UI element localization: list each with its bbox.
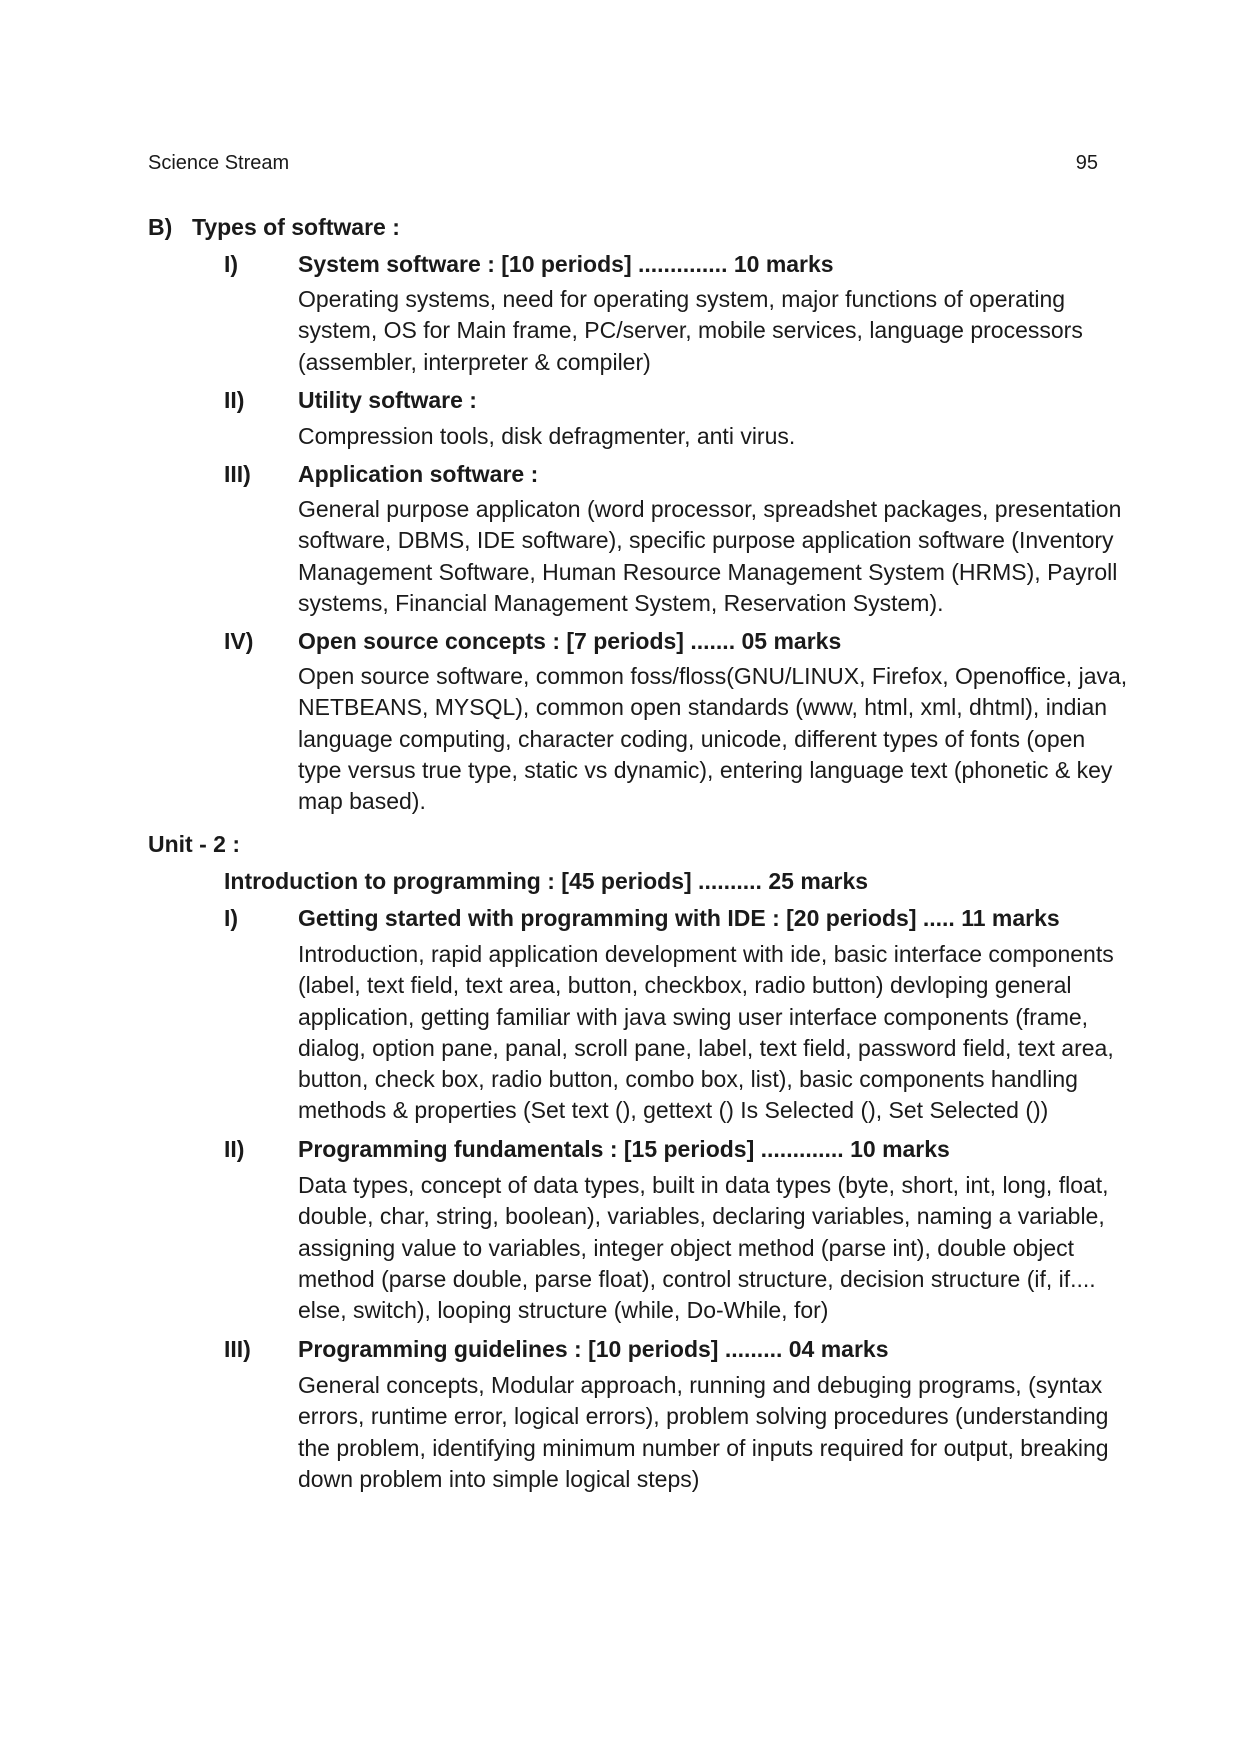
text-line: double, char, string, boolean), variables, declaring variables, naming a variable, [298, 1203, 1105, 1230]
item-heading-getting-started: Getting started with programming with IDE : [20 periods] ..... 11 marks [298, 905, 1060, 931]
item-number: I) [224, 251, 239, 277]
item-description-getting-started [298, 939, 1114, 1127]
text-line: application, getting familiar with java swing user interface components (frame, [298, 1003, 1089, 1030]
item-heading-system-software: System software : [10 periods] .............. 10 marks [298, 251, 834, 277]
unit-2-heading: Unit - 2 : [148, 831, 240, 857]
item-number: III) [224, 461, 251, 487]
section-b-heading [148, 212, 400, 243]
text-line: Management Software, Human Resource Management System (HRMS), Payroll [298, 558, 1118, 585]
item-description-open-source [298, 661, 1128, 817]
section-b-label: B) [148, 214, 173, 240]
text-line: General concepts, Modular approach, running and debuging programs, (syntax [298, 1372, 1103, 1398]
text-line: software, DBMS, IDE software), specific purpose application software (Inventory [298, 527, 1114, 554]
text-line: down problem into simple logical steps) [298, 1465, 700, 1492]
text-line: (assembler, interpreter & compiler) [298, 348, 651, 375]
text-line: button, check box, radio button, combo box, list), basic components handling [298, 1066, 1078, 1093]
item-heading-application-software: Application software : [298, 461, 539, 487]
section-b-title: Types of software : [192, 214, 400, 240]
text-line: Compression tools, disk defragmenter, anti virus. [298, 423, 796, 449]
item-description-utility-software [298, 421, 1098, 452]
text-line: system, OS for Main frame, PC/server, mobile services, language processors [298, 317, 1083, 344]
item-number: I) [224, 905, 239, 931]
item-number: III) [224, 1336, 251, 1362]
item-number: II) [224, 1136, 245, 1162]
item-heading-programming-fundamentals: Programming fundamentals : [15 periods] ............. 10 marks [298, 1136, 950, 1162]
item-number: IV) [224, 628, 254, 654]
text-line: else, switch), looping structure (while, Do-While, for) [298, 1297, 829, 1324]
text-line: method (parse double, parse float), control structure, decision structure (if, if.... [298, 1265, 1096, 1292]
item-description-programming-fundamentals [298, 1170, 1109, 1326]
text-line: methods & properties (Set text (), gettext () Is Selected (), Set Selected ()) [298, 1097, 1049, 1124]
item-heading-programming-guidelines: Programming guidelines : [10 periods] ......... 04 marks [298, 1336, 889, 1362]
item-heading-open-source: Open source concepts : [7 periods] ....... 05 marks [298, 628, 842, 654]
text-line: language computing, character coding, unicode, different types of fonts (open [298, 725, 1086, 752]
text-line: Introduction, rapid application development with ide, basic interface components [298, 941, 1114, 967]
text-line: systems, Financial Management System, Reservation System). [298, 589, 944, 616]
page-number: 95 [1075, 152, 1098, 174]
text-line: General purpose applicaton (word processor, spreadshet packages, presentation [298, 496, 1122, 522]
item-description-programming-guidelines [298, 1370, 1109, 1495]
text-line: the problem, identifying minimum number of inputs required for output, breaking [298, 1434, 1109, 1461]
text-line: Data types, concept of data types, built in data types (byte, short, int, long, float, [298, 1172, 1109, 1198]
running-header [148, 150, 1098, 176]
header-stream-title: Science Stream [148, 152, 290, 174]
text-line: type versus true type, static vs dynamic), entering language text (phonetic & key [298, 756, 1113, 783]
text-line: (label, text field, text area, button, checkbox, radio button) devloping general [298, 972, 1072, 999]
text-line: dialog, option pane, panal, scroll pane, label, text field, password field, text area, [298, 1034, 1114, 1061]
text-line: NETBEANS, MYSQL), common open standards (www, html, xml, dhtml), indian [298, 694, 1108, 721]
unit-2-intro-heading: Introduction to programming : [45 periods] .......... 25 marks [224, 868, 869, 894]
text-line: Open source software, common foss/floss(GNU/LINUX, Firefox, Openoffice, java, [298, 663, 1128, 689]
text-line: Operating systems, need for operating system, major functions of operating [298, 286, 1066, 312]
item-heading-utility-software: Utility software : [298, 387, 477, 413]
item-number: II) [224, 387, 245, 413]
text-line: map based). [298, 788, 426, 815]
text-line: errors, runtime error, logical errors), problem solving procedures (understanding [298, 1403, 1109, 1430]
item-description-application-software [298, 494, 1122, 619]
item-description-system-software [298, 284, 1098, 378]
text-line: assigning value to variables, integer object method (parse int), double object [298, 1234, 1075, 1261]
